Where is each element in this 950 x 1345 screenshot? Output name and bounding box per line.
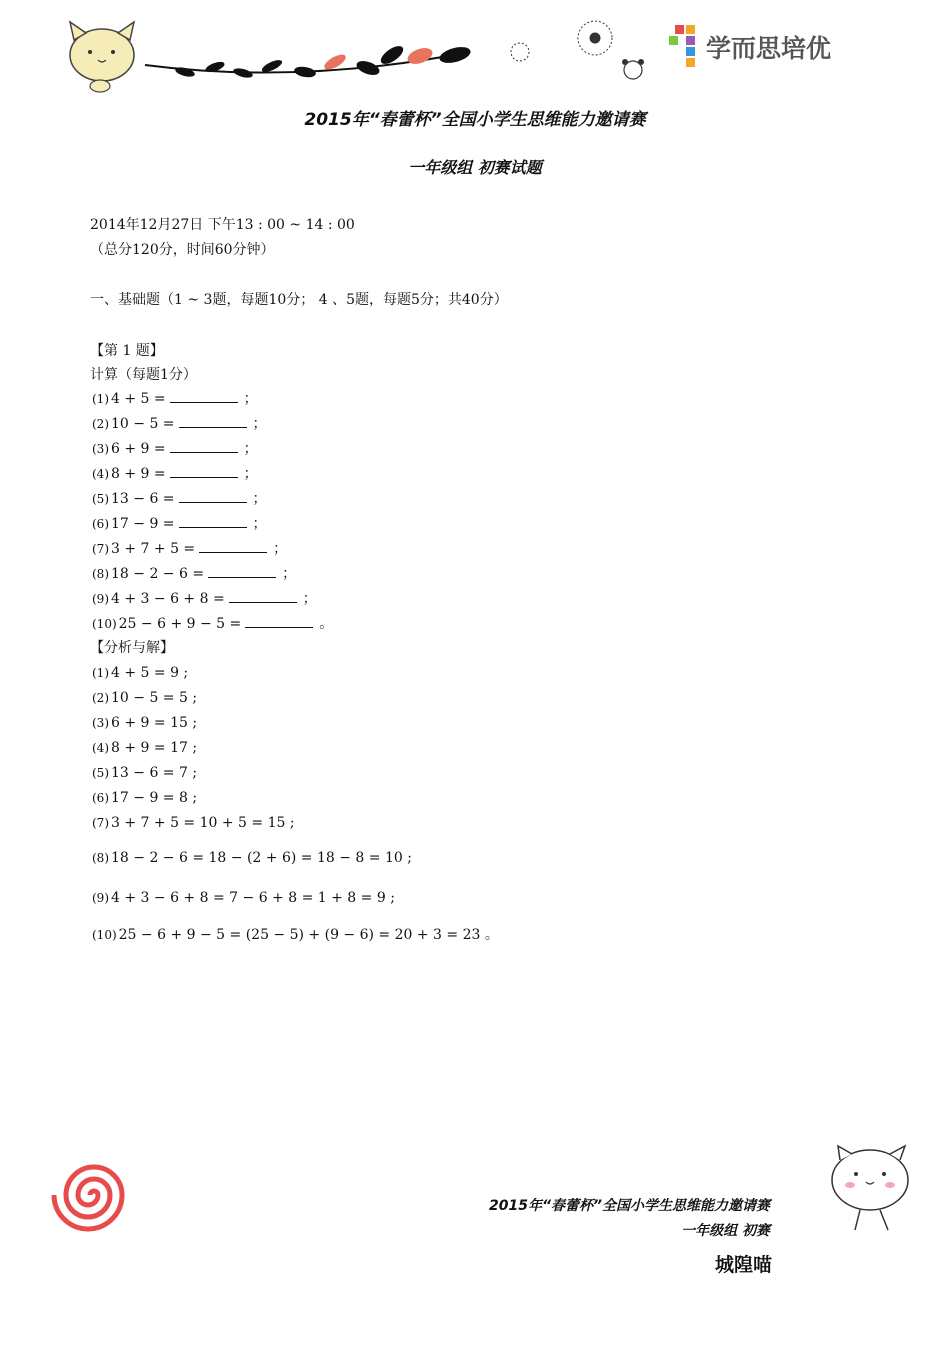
answer-blank[interactable]: [179, 515, 247, 528]
analysis-item: [92, 713, 197, 733]
analysis-item-text: 6 + 9 = 15 ;: [111, 715, 198, 731]
analysis-item: [92, 688, 197, 708]
brand-logo: [700, 22, 831, 72]
answer-blank[interactable]: [199, 540, 267, 553]
analysis-item-number: (2): [92, 691, 109, 705]
analysis-item: [92, 925, 499, 945]
analysis-item: [92, 763, 197, 783]
analysis-item: [92, 813, 295, 833]
question-item-expression: 4 + 3 − 6 + 8 =: [111, 591, 225, 607]
exam-score-time: （总分120分，时间60分钟）: [90, 242, 275, 258]
answer-blank[interactable]: [208, 565, 276, 578]
analysis-item-text: 10 − 5 = 5 ;: [111, 690, 198, 706]
footer-decoration: [0, 1140, 950, 1290]
question-instruction: 计算（每题1分）: [90, 367, 197, 383]
question-item-expression: 6 + 9 =: [111, 441, 166, 457]
question-item-end: ；: [273, 541, 288, 557]
analysis-item-text: 8 + 9 = 17 ;: [111, 740, 198, 756]
question-item-number: (3): [92, 442, 109, 456]
question-item: [92, 464, 258, 484]
question-item-end: ；: [243, 441, 258, 457]
question-item-end: ；: [252, 491, 267, 507]
answer-blank[interactable]: [245, 615, 313, 628]
analysis-item-number: (4): [92, 741, 109, 755]
question-item: [92, 539, 287, 559]
question-item-end: 。: [319, 616, 334, 632]
footer-title: 2015年“春蕾杯”全国小学生思维能力邀请赛: [489, 1198, 770, 1214]
question-item-number: (9): [92, 592, 109, 606]
cat-face-icon: [832, 1146, 908, 1230]
vine-icon: [145, 43, 472, 80]
analysis-item-number: (1): [92, 666, 109, 680]
logo-mark-icon: [669, 25, 695, 67]
analysis-item-text: 3 + 7 + 5 = 10 + 5 = 15 ;: [111, 815, 295, 831]
question-item-number: (4): [92, 467, 109, 481]
question-item: [92, 564, 296, 584]
question-item-end: ；: [282, 566, 297, 582]
question-item-expression: 10 − 5 =: [111, 416, 175, 432]
analysis-item-text: 25 − 6 + 9 − 5 = (25 − 5) + (9 − 6) = 20 + 3 = 23 。: [118, 927, 499, 943]
question-item-number: (6): [92, 517, 109, 531]
question-item: [92, 414, 267, 434]
question-item-end: ；: [252, 416, 267, 432]
question-item-number: (1): [92, 392, 109, 406]
exam-datetime: 2014年12月27日 下午13 : 00 ~ 14 : 00: [90, 217, 355, 233]
question-item: [92, 489, 267, 509]
spiral-icon: [54, 1167, 122, 1229]
analysis-item: [92, 788, 197, 808]
question-item: [92, 589, 317, 609]
analysis-item: [92, 738, 197, 758]
analysis-item-text: 18 − 2 − 6 = 18 − (2 + 6) = 18 − 8 = 10 ;: [111, 850, 412, 866]
question-item-expression: 18 − 2 − 6 =: [111, 566, 205, 582]
footer-subtitle: 一年级组 初赛: [681, 1223, 770, 1239]
question-item-end: ；: [243, 391, 258, 407]
question-item-expression: 25 − 6 + 9 − 5 =: [118, 616, 242, 632]
page-title: 2015年“春蕾杯”全国小学生思维能力邀请赛: [304, 110, 646, 130]
question-item-number: (10): [92, 617, 117, 631]
question-item-end: ；: [302, 591, 317, 607]
question-item-end: ；: [243, 466, 258, 482]
answer-blank[interactable]: [170, 440, 238, 453]
question-item: [92, 389, 258, 409]
logo-text: 学而思培优: [706, 34, 832, 63]
analysis-item: [92, 663, 188, 683]
answer-blank[interactable]: [170, 390, 238, 403]
answer-blank[interactable]: [179, 490, 247, 503]
question-item-number: (2): [92, 417, 109, 431]
analysis-item-number: (3): [92, 716, 109, 730]
analysis-item-number: (7): [92, 816, 109, 830]
analysis-item-number: (8): [92, 851, 109, 865]
analysis-label: 【分析与解】: [90, 640, 174, 656]
dandelion-icon: [511, 21, 612, 61]
question-item-expression: 3 + 7 + 5 =: [111, 541, 196, 557]
analysis-item-number: (9): [92, 891, 109, 905]
question-item-expression: 17 − 9 =: [111, 516, 175, 532]
answer-blank[interactable]: [179, 415, 247, 428]
analysis-item: [92, 848, 412, 868]
analysis-item-text: 4 + 3 − 6 + 8 = 7 − 6 + 8 = 1 + 8 = 9 ;: [111, 890, 395, 906]
analysis-item-number: (5): [92, 766, 109, 780]
panda-icon: [622, 59, 644, 79]
question-item-expression: 8 + 9 =: [111, 466, 166, 482]
analysis-item-text: 4 + 5 = 9 ;: [111, 665, 189, 681]
answer-blank[interactable]: [229, 590, 297, 603]
page-subtitle: 一年级组 初赛试题: [408, 158, 542, 177]
question-item: [92, 514, 267, 534]
question-item: [92, 614, 333, 634]
analysis-item-text: 13 − 6 = 7 ;: [111, 765, 198, 781]
question-item-expression: 13 − 6 =: [111, 491, 175, 507]
analysis-item-number: (10): [92, 928, 117, 942]
answer-blank[interactable]: [170, 465, 238, 478]
question-item-end: ；: [252, 516, 267, 532]
question-item: [92, 439, 258, 459]
question-item-number: (7): [92, 542, 109, 556]
question-item-number: (5): [92, 492, 109, 506]
cat-icon: [70, 22, 134, 92]
question-item-expression: 4 + 5 =: [111, 391, 166, 407]
question-label: 【第 1 题】: [90, 343, 164, 359]
section-heading: 一、基础题（1 ~ 3题，每题10分； 4 、5题，每题5分；共40分）: [90, 292, 508, 308]
question-item-number: (8): [92, 567, 109, 581]
analysis-item-text: 17 − 9 = 8 ;: [111, 790, 198, 806]
footer-signature: 城隍喵: [714, 1254, 772, 1276]
analysis-item-number: (6): [92, 791, 109, 805]
analysis-item: [92, 888, 395, 908]
